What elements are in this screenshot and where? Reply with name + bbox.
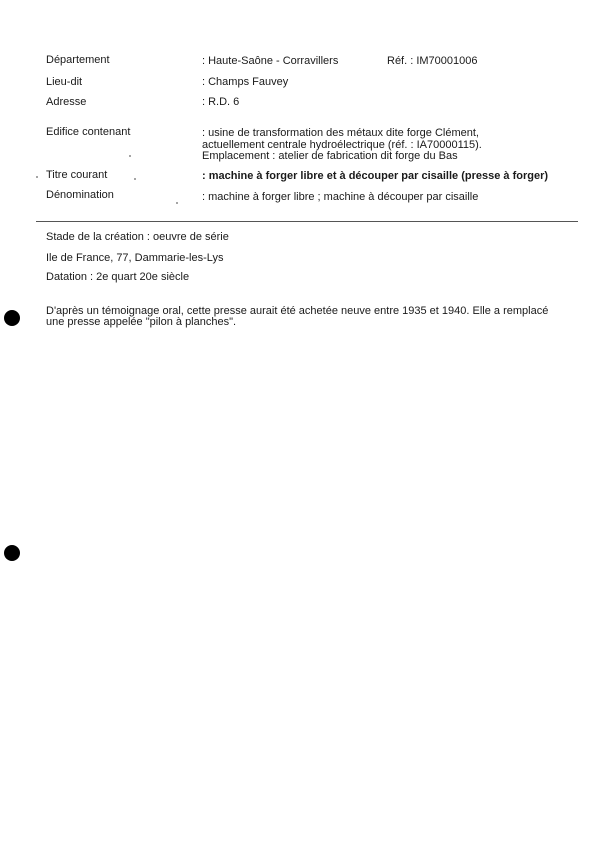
- denomination-value: : machine à forger libre ; machine à découper par cisaille: [202, 191, 479, 203]
- datation: Datation : 2e quart 20e siècle: [46, 271, 190, 283]
- departement-label: Département: [46, 54, 110, 66]
- departement-value: : Haute-Saône - Corravillers: [202, 55, 339, 67]
- edifice-value: : usine de transformation des métaux dite forge Clément, actuellement centrale hydroélectrique (réf. : IA70000115). Emplacement : atelier de fabrication dit forge du Bas: [202, 127, 482, 162]
- historique-line-2: une presse appelée "pilon à planches".: [46, 316, 237, 328]
- denomination-label: Dénomination: [46, 189, 114, 201]
- reference-number: Réf. : IM70001006: [387, 55, 478, 67]
- punch-hole-bottom: [4, 545, 20, 561]
- scan-speck: [134, 178, 136, 180]
- lieu-dit-value: : Champs Fauvey: [202, 76, 289, 88]
- scan-speck: [36, 176, 38, 178]
- section-divider: [36, 221, 578, 222]
- lieu-dit-label: Lieu-dit: [46, 76, 83, 88]
- titre-label: Titre courant: [46, 169, 108, 181]
- punch-hole-top: [4, 310, 20, 326]
- historique-line-1: D'après un témoignage oral, cette presse aurait été achetée neuve entre 1935 et 1940. Elle a remplacé: [46, 305, 549, 317]
- adresse-value: : R.D. 6: [202, 96, 240, 108]
- stade-creation: Stade de la création : oeuvre de série: [46, 231, 229, 243]
- edifice-label: Edifice contenant: [46, 126, 131, 138]
- adresse-label: Adresse: [46, 96, 87, 108]
- titre-value: : machine à forger libre et à découper par cisaille (presse à forger): [202, 170, 549, 182]
- scan-speck: [129, 155, 131, 157]
- lieu-execution: Ile de France, 77, Dammarie-les-Lys: [46, 252, 224, 264]
- scan-speck: [176, 202, 178, 204]
